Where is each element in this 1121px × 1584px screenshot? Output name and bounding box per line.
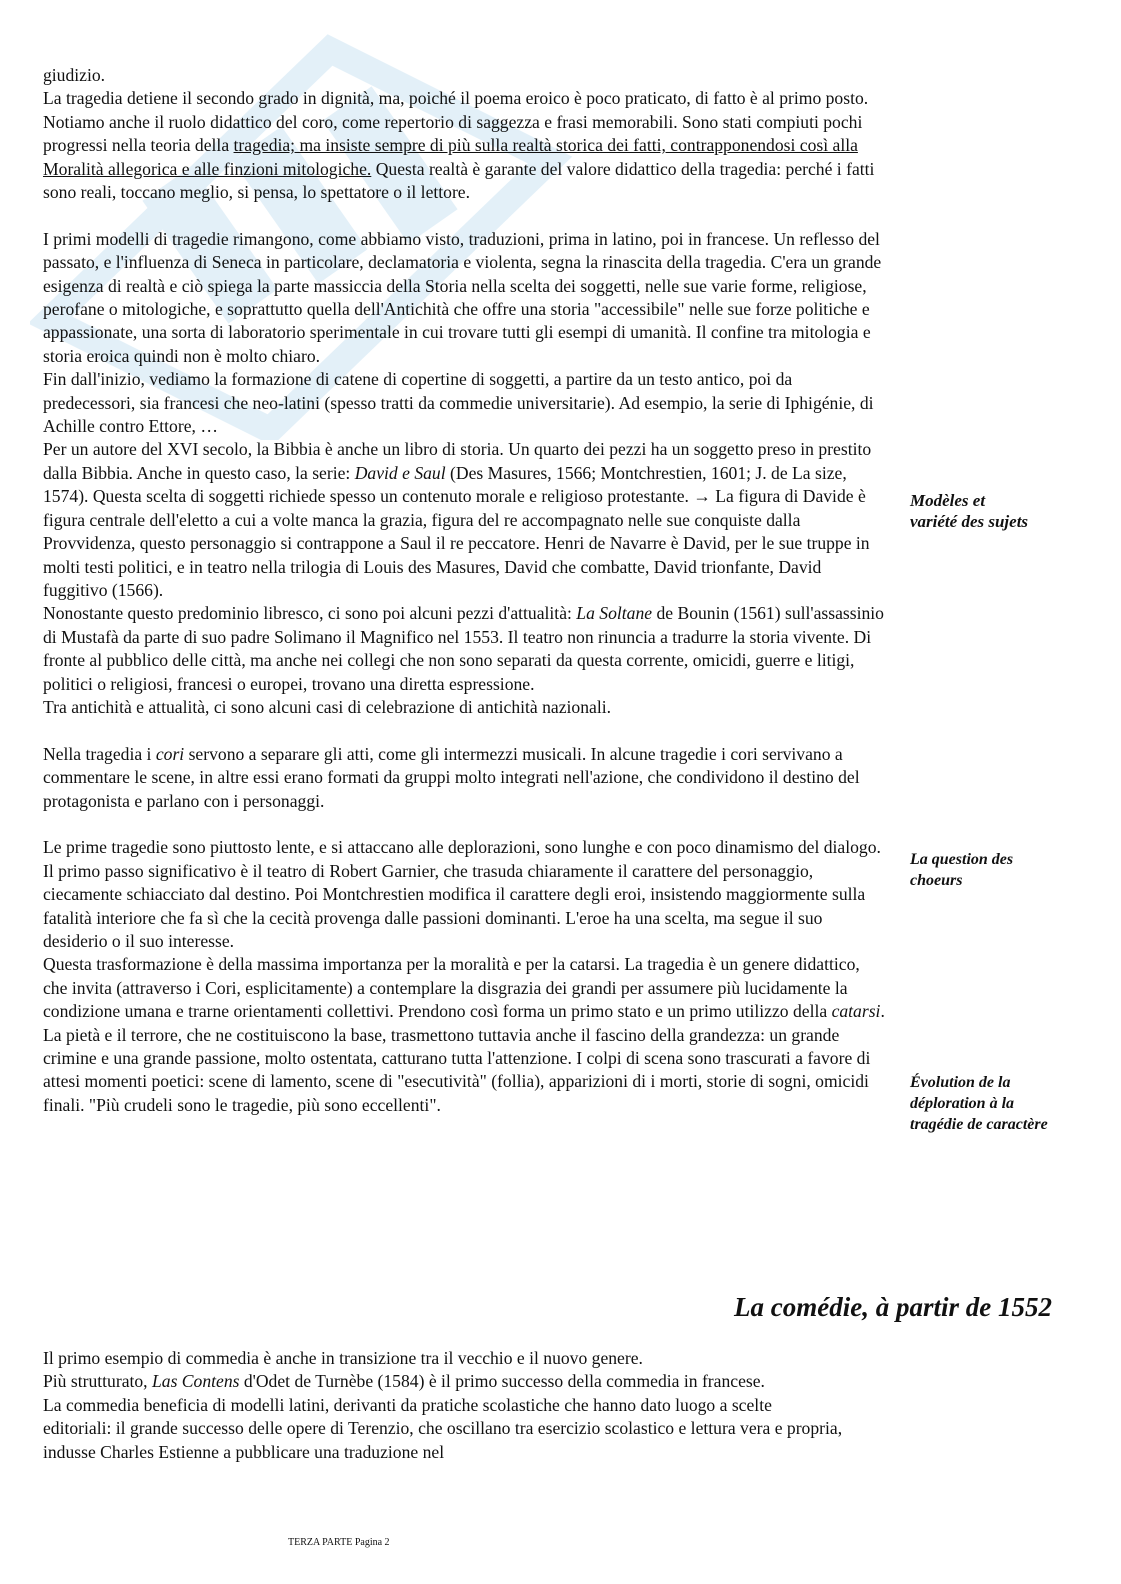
comedie-paragraph-1: Il primo esempio di commedia è anche in transizione tra il vecchio e il nuovo genere. — [43, 1348, 643, 1368]
paragraph-3: I primi modelli di tragedie rimangono, come abbiamo visto, traduzioni, prima in latino, poi in francese. Un reflesso del passato, e l'influenza di Seneca in particolare, declamatoria e violenta, segna la rinascita della tragedia. C'era un grande esigenza di realtà e ciò spiega la parte massiccia della Storia nella scelta dei soggetti, nelle sue varie forme, religiose, perofane o mitologiche, e soprattutto quella dell'Antichità che offre una storia "accessibile" nelle sue forze politiche e appassionate, una sorta di laboratorio sperimentale in cui trovare tutti gli esempi di umanità. Il confine tra mitologia e storia eroica quindi non è molto chiaro. — [43, 228, 882, 366]
comedie-paragraph-3: La commedia beneficia di modelli latini, derivanti da pratiche scolastiche che hanno dato luogo a scelte editoriali: il grande successo delle opere di Terenzio, che oscillano tra esercizio scolastico e lettura vera e propria, indusse Charles Estienne a pubblicare una traduzione nel — [43, 1394, 843, 1462]
paragraph-9: Le prime tragedie sono piuttosto lente, e si attaccano alle deplorazioni, sono lunghe e con poco dinamismo del dialogo. — [43, 837, 881, 858]
paragraph-5: Per un autore del XVI secolo, la Bibbia è anche un libro di storia. Un quarto dei pezzi ha un soggetto preso in prestito dalla Bibbia. Anche in questo caso, la serie: David e Saul (Des Masures, 1566; Montchrestien, 1601; J. de La size, 1574). Questa scelta di soggetti richiede spesso un contenuto morale e religioso protestante. → La figura di Davide è figura centrale dell'eletto a cui a volte manca la grazia, figura del re accompagnato nelle sue conquiste dalla Provvidenza, questo personaggio si contrappone a Saul il re peccatore. Henri de Navarre è David, per le sue truppe in molti testi politici, e in teatro nella trilogia di Louis des Masures, David che combatte, David trionfante, David fuggitivo (1566). — [43, 439, 872, 600]
title-las-contens: Las Contens — [151, 1371, 240, 1392]
paragraph-11: Questa trasformazione è della massima importanza per la moralità e per la catarsi. La tragedia è un genere didattico, che invita (attraverso i Cori, esplicitamente) a contemplare la disgrazia dei grandi per assumere più lucidamente la condizione umana e trarne orientamenti collettivi. Prendono così forma un primo stato e un primo utilizzo della catarsi. La pietà e il terrore, che ne costituiscono la base, trasmettono tuttavia anche il fascino della grandezza: un grande crimine e una grande passione, molto ostentata, catturano tutta l'attenzione. I colpi di scena sono trascurati a favore di attesi momenti poetici: scene di lamento, scene di "esecutività" (follia), apparizioni di i morti, storie di sogni, omicidi finali. "Più crudeli sono le tragedie, più sono eccellenti". — [43, 954, 885, 1115]
title-la-soltane: La Soltane — [576, 603, 653, 624]
comedie-paragraph-2: Più strutturato, Las Contens d'Odet de Turnèbe (1584) è il primo successo della commedia in francese. — [43, 1371, 765, 1392]
main-text — [43, 64, 888, 1117]
paragraph-1: giudizio. — [43, 65, 106, 85]
paragraph-8: Nella tragedia i cori servono a separare gli atti, come gli intermezzi musicali. In alcune tragedie i cori servivano a commentare le scene, in altre essi erano formati da gruppi molto integrati nell'azione, che condividono il destino del protagonista e parlano con i personaggi. — [43, 743, 860, 811]
paragraph-4: Fin dall'inizio, vediamo la formazione di catene di copertine di soggetti, a partire da un testo antico, poi da predecessori, sia francesi che neo-latini (spesso tratti da commedie universitarie). Ad esempio, la serie di Iphigénie, di Achille contro Ettore, … — [43, 369, 874, 437]
paragraph-6: Nonostante questo predominio libresco, ci sono poi alcuni pezzi d'attualità: La Soltane de Bounin (1561) sull'assassinio di Mustafà da parte di suo padre Solimano il Magnifico nel 1553. Il teatro non rinuncia a tradurre la storia vivente. Di fronte al pubblico delle città, ma anche nei collegi che non sono separati da questa corrente, omicidi, guerre e litigi, politici o religiosi, francesi o europei, trovano una diretta espressione. — [43, 603, 884, 694]
paragraph-7: Tra antichità e attualità, ci sono alcuni casi di celebrazione di antichità nazionali. — [43, 696, 611, 717]
comedie-text — [43, 1347, 843, 1464]
margin-note-modeles: Modèles et variété des sujets — [910, 491, 1029, 531]
paragraph-10: Il primo passo significativo è il teatro di Robert Garnier, che trasuda chiaramente il carattere del personaggio, ciecamente schiacciato dal destino. Poi Montchrestien modifica il carattere degli eroi, insistendo maggiormente sulla fatalità interiore che fa sì che la cecità provenga dalle passioni dominanti. L'eroe ha una scelta, ma segue il suo desiderio o il suo interesse. — [43, 860, 866, 951]
paragraph-2: La tragedia detiene il secondo grado in dignità, ma, poiché il poema eroico è poco praticato, di fatto è al primo posto. Notiamo anche il ruolo didattico del coro, come repertorio di saggezza e frasi memorabili. Sono stati compiuti pochi progressi nella teoria della tragedia; ma insiste sempre di più sulla realtà storica dei fatti, contrapponendosi così alla Moralità allegorica e alle finzioni mitologiche. Questa realtà è garante del valore didattico della tragedia: perché i fatti sono reali, toccano meglio, si pensa, lo spettatore o il lettore. — [43, 88, 875, 203]
underlined-passage: tragedia; ma insiste sempre di più sulla realtà storica dei fatti, contrapponendosi così alla Moralità allegorica e alle finzioni mitologiche. — [43, 135, 858, 179]
page-footer: TERZA PARTE Pagina 2 — [288, 1537, 390, 1548]
margin-note-evolution: Évolution de la déploration à la tragédie de caractère — [910, 1074, 1048, 1133]
section-heading: La comédie, à partir de 1552 — [734, 1292, 1052, 1322]
margin-note-choeurs: La question des choeurs — [910, 851, 1014, 889]
title-david-e-saul: David e Saul — [354, 462, 446, 483]
